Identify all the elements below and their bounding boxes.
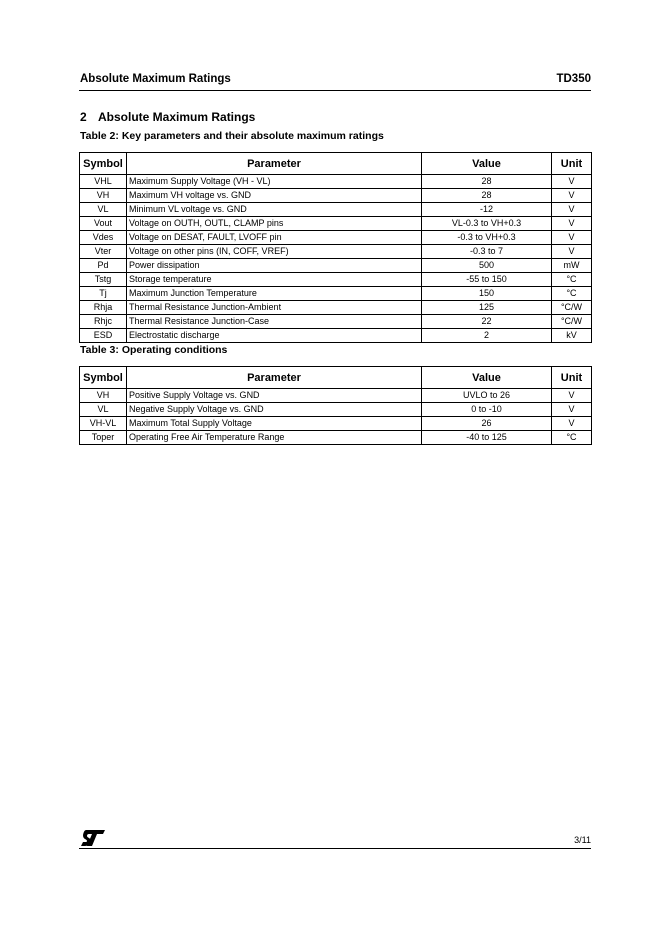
table-row [80, 175, 592, 189]
parameter-cell: Voltage on DESAT, FAULT, LVOFF pin [127, 231, 422, 245]
table-row [80, 287, 592, 301]
symbol-cell: VH-VL [80, 417, 127, 431]
parameter-cell: Thermal Resistance Junction-Ambient [127, 301, 422, 315]
value-cell: -0.3 to 7 [422, 245, 552, 259]
column-header-value: Value [422, 153, 552, 175]
column-header-unit: Unit [552, 153, 592, 175]
table-row [80, 273, 592, 287]
page-number: 3/11 [574, 835, 591, 845]
value-cell: -12 [422, 203, 552, 217]
value-cell: 2 [422, 329, 552, 343]
unit-cell: °C/W [552, 301, 592, 315]
symbol-cell: Vter [80, 245, 127, 259]
key-parameters-table [79, 152, 592, 343]
st-logo-icon [80, 829, 106, 847]
symbol-cell: VL [80, 203, 127, 217]
parameter-cell: Minimum VL voltage vs. GND [127, 203, 422, 217]
column-header-symbol: Symbol [80, 367, 127, 389]
table-row [80, 203, 592, 217]
unit-cell: °C/W [552, 315, 592, 329]
value-cell: -0.3 to VH+0.3 [422, 231, 552, 245]
unit-cell: V [552, 189, 592, 203]
section-number: 2 [80, 110, 87, 124]
value-cell: 500 [422, 259, 552, 273]
unit-cell: V [552, 403, 592, 417]
unit-cell: V [552, 231, 592, 245]
value-cell: -55 to 150 [422, 273, 552, 287]
value-cell: 125 [422, 301, 552, 315]
table-row [80, 217, 592, 231]
symbol-cell: Tj [80, 287, 127, 301]
symbol-cell: VHL [80, 175, 127, 189]
value-cell: 28 [422, 189, 552, 203]
unit-cell: V [552, 217, 592, 231]
table-header-row [80, 367, 592, 389]
unit-cell: V [552, 245, 592, 259]
value-cell: 150 [422, 287, 552, 301]
table-row [80, 315, 592, 329]
symbol-cell: Vout [80, 217, 127, 231]
unit-cell: mW [552, 259, 592, 273]
parameter-cell: Thermal Resistance Junction-Case [127, 315, 422, 329]
column-header-parameter: Parameter [127, 367, 422, 389]
unit-cell: °C [552, 287, 592, 301]
unit-cell: °C [552, 431, 592, 445]
symbol-cell: Rhja [80, 301, 127, 315]
value-cell: 22 [422, 315, 552, 329]
column-header-value: Value [422, 367, 552, 389]
header-title: Absolute Maximum Ratings [80, 73, 231, 85]
table-row [80, 417, 592, 431]
table-row [80, 301, 592, 315]
symbol-cell: Toper [80, 431, 127, 445]
parameter-cell: Maximum Supply Voltage (VH - VL) [127, 175, 422, 189]
value-cell: 28 [422, 175, 552, 189]
symbol-cell: VH [80, 389, 127, 403]
parameter-cell: Electrostatic discharge [127, 329, 422, 343]
column-header-symbol: Symbol [80, 153, 127, 175]
parameter-cell: Positive Supply Voltage vs. GND [127, 389, 422, 403]
parameter-cell: Storage temperature [127, 273, 422, 287]
symbol-cell: ESD [80, 329, 127, 343]
unit-cell: V [552, 203, 592, 217]
table-row [80, 189, 592, 203]
parameter-cell: Power dissipation [127, 259, 422, 273]
symbol-cell: Tstg [80, 273, 127, 287]
document-id: TD350 [556, 73, 591, 85]
table-row [80, 259, 592, 273]
parameter-cell: Maximum Total Supply Voltage [127, 417, 422, 431]
parameter-cell: Voltage on OUTH, OUTL, CLAMP pins [127, 217, 422, 231]
table-row [80, 245, 592, 259]
unit-cell: V [552, 175, 592, 189]
parameter-cell: Voltage on other pins (IN, COFF, VREF) [127, 245, 422, 259]
unit-cell: °C [552, 273, 592, 287]
value-cell: 26 [422, 417, 552, 431]
value-cell: 0 to -10 [422, 403, 552, 417]
table-row [80, 329, 592, 343]
operating-conditions-table [79, 366, 592, 445]
symbol-cell: Vdes [80, 231, 127, 245]
parameter-cell: Maximum Junction Temperature [127, 287, 422, 301]
table2-caption: Table 2: Key parameters and their absolute maximum ratings [80, 130, 384, 142]
symbol-cell: VL [80, 403, 127, 417]
unit-cell: V [552, 417, 592, 431]
value-cell: -40 to 125 [422, 431, 552, 445]
column-header-unit: Unit [552, 367, 592, 389]
unit-cell: V [552, 389, 592, 403]
parameter-cell: Operating Free Air Temperature Range [127, 431, 422, 445]
column-header-parameter: Parameter [127, 153, 422, 175]
footer-divider [79, 848, 591, 849]
unit-cell: kV [552, 329, 592, 343]
value-cell: VL-0.3 to VH+0.3 [422, 217, 552, 231]
value-cell: UVLO to 26 [422, 389, 552, 403]
symbol-cell: Rhjc [80, 315, 127, 329]
section-title: Absolute Maximum Ratings [98, 110, 256, 124]
symbol-cell: Pd [80, 259, 127, 273]
symbol-cell: VH [80, 189, 127, 203]
header-divider [79, 90, 591, 91]
table-row [80, 231, 592, 245]
parameter-cell: Negative Supply Voltage vs. GND [127, 403, 422, 417]
table-header-row [80, 153, 592, 175]
parameter-cell: Maximum VH voltage vs. GND [127, 189, 422, 203]
table-row [80, 389, 592, 403]
table-row [80, 403, 592, 417]
table3-caption: Table 3: Operating conditions [80, 344, 228, 356]
table-row [80, 431, 592, 445]
